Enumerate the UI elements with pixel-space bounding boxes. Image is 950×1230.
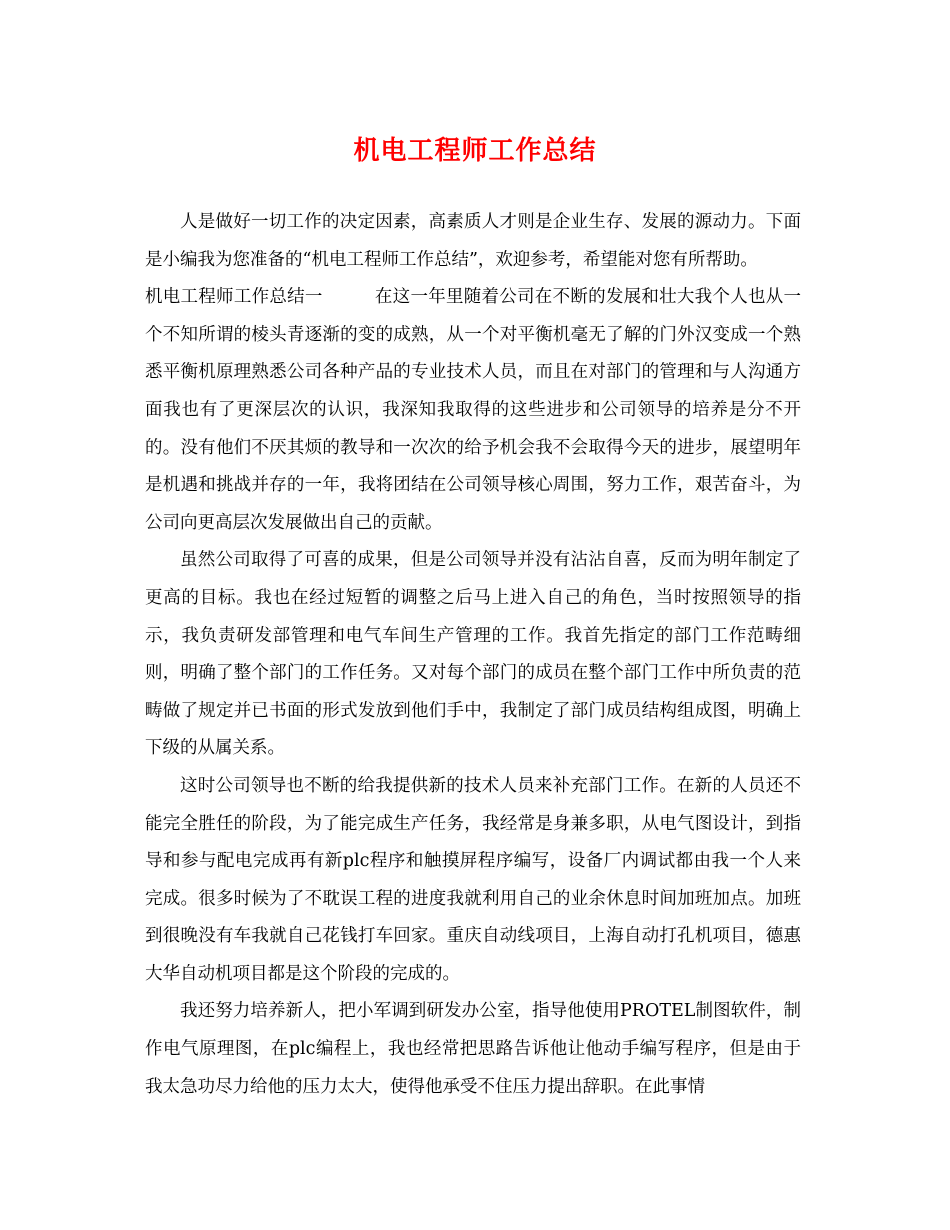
intro-paragraph: 人是做好一切工作的决定因素，高素质人才则是企业生存、发展的源动力。下面是小编我为您准备的“机电工程师工作总结”，欢迎参考，希望能对您有所帮助。 bbox=[145, 212, 801, 270]
paragraph-2: 虽然公司取得了可喜的成果，但是公司领导并没有沾沾自喜，反而为明年制定了更高的目标。我也在经过短暂的调整之后马上进入自己的角色，当时按照领导的指示，我负责研发部管理和电气车间生产管理的工作。我首先指定的部门工作范畴细则，明确了整个部门的工作任务。又对每个部门的成员在整个部门工作中所负责的范畴做了规定并已书面的形式发放到他们手中，我制定了部门成员结构组成图，明确上下级的从属关系。 bbox=[145, 550, 801, 759]
section-heading: 机电工程师工作总结一 bbox=[145, 287, 323, 308]
paragraph-4: 我还努力培养新人，把小军调到研发办公室，指导他使用PROTEL制图软件，制作电气原理图，在plc编程上，我也经常把思路告诉他让他动手编写程序，但是由于我太急功尽力给他的压力太大，使得他承受不住压力提出辞职。在此事情 bbox=[145, 1001, 801, 1097]
paragraph-3: 这时公司领导也不断的给我提供新的技术人员来补充部门工作。在新的人员还不能完全胜任的阶段，为了能完成生产任务，我经常是身兼多职，从电气图设计，到指导和参与配电完成再有新plc程序和触摸屏程序编写，设备厂内调试都由我一个人来完成。很多时候为了不耽误工程的进度我就利用自己的业余休息时间加班加点。加班到很晚没有车我就自己花钱打车回家。重庆自动线项目，上海自动打孔机项目，德惠大华自动机项目都是这个阶段的完成的。 bbox=[145, 775, 801, 984]
document-title: 机电工程师工作总结 bbox=[353, 136, 597, 166]
section-one-paragraph bbox=[145, 279, 801, 542]
document-body bbox=[145, 204, 801, 1106]
section-first-text: 在这一年里随着公司在不断的发展和壮大我个人也从一个不知所谓的棱头青逐渐的变的成熟，从一个对平衡机毫无了解的门外汉变成一个熟悉平衡机原理熟悉公司各种产品的专业技术人员，而且在对部门的管理和与人沟通方面我也有了更深层次的认识，我深知我取得的这些进步和公司领导的培养是分不开的。没有他们不厌其烦的教导和一次次的给予机会我不会取得今天的进步，展望明年是机遇和挑战并存的一年，我将团结在公司领导核心周围，努力工作，艰苦奋斗，为公司向更高层次发展做出自己的贡献。 bbox=[145, 287, 802, 533]
